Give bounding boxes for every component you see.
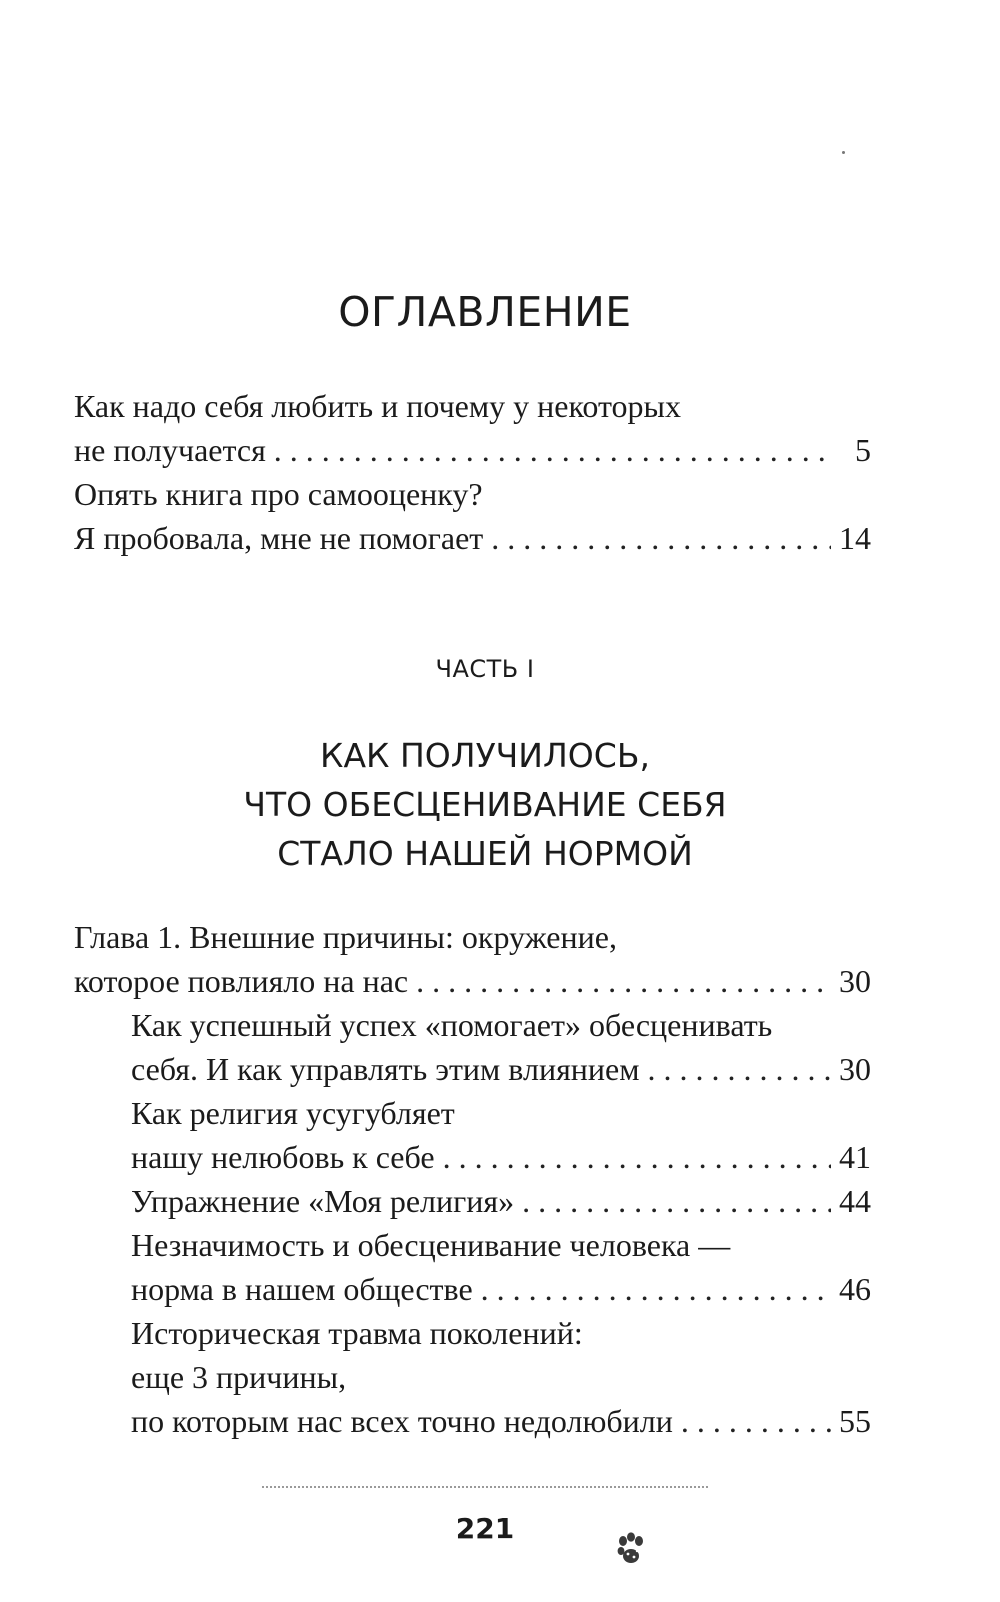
toc-entry-line: Как успешный успех «помогает» обесценивать <box>131 1007 773 1043</box>
dot-leader <box>648 1047 832 1091</box>
toc-page-number: 5 <box>855 432 871 468</box>
toc-section-entry[interactable] <box>74 1091 871 1179</box>
toc-entry-line: Глава 1. Внешние причины: окружение, <box>74 919 617 955</box>
toc-entry[interactable] <box>74 384 871 472</box>
dot-leader <box>522 1179 831 1223</box>
toc-page-number: 46 <box>839 1271 871 1307</box>
toc-page-number: 41 <box>839 1139 871 1175</box>
toc-title: ОГЛАВЛЕНИЕ <box>338 288 632 336</box>
toc-entry-text: Я пробовала, мне не помогает <box>74 520 484 556</box>
toc-entry-last-line <box>74 516 871 560</box>
toc-entry-last-line <box>131 1267 871 1311</box>
part-title <box>0 731 970 878</box>
part-title-line: КАК ПОЛУЧИЛОСЬ, <box>320 736 650 775</box>
toc-page-number: 30 <box>839 963 871 999</box>
toc-entry-line: Незначимость и обесценивание человека — <box>131 1227 731 1263</box>
toc-entry-line: Историческая травма поколений: <box>131 1315 583 1351</box>
dot-leader <box>491 516 831 560</box>
toc-chapter-list <box>74 915 871 1443</box>
toc-entry-last-line <box>131 1135 871 1179</box>
toc-entry-line: еще 3 причины, <box>131 1359 347 1395</box>
toc-page-number: 55 <box>839 1403 871 1439</box>
footer-divider <box>262 1486 708 1488</box>
toc-section-entry[interactable] <box>74 1179 871 1223</box>
toc-chapter-entry[interactable] <box>74 915 871 1003</box>
toc-page-number: 14 <box>839 520 871 556</box>
toc-entry-line: Как надо себя любить и почему у некоторых <box>74 388 681 424</box>
part-title-line: ЧТО ОБЕСЦЕНИВАНИЕ СЕБЯ <box>243 785 727 824</box>
toc-entry-text: нашу нелюбовь к себе <box>131 1139 435 1175</box>
toc-section-entry[interactable] <box>74 1223 871 1311</box>
dot-leader <box>481 1267 831 1311</box>
toc-page-number: 30 <box>839 1051 871 1087</box>
toc-section-entry[interactable] <box>74 1311 871 1443</box>
toc-entry-last-line <box>131 1399 871 1443</box>
toc-entry-text: себя. И как управлять этим влиянием <box>131 1051 640 1087</box>
toc-entry-text: по которым нас всех точно недолюбили <box>131 1403 673 1439</box>
toc-entry-last-line <box>131 1179 871 1223</box>
toc-intro-list <box>74 384 871 560</box>
paw-print-icon <box>615 1532 651 1568</box>
part-label: ЧАСТЬ I <box>435 655 535 683</box>
part-title-line: СТАЛО НАШЕЙ НОРМОЙ <box>277 834 693 873</box>
toc-section-entry[interactable] <box>74 1003 871 1091</box>
toc-entry-text: не получается <box>74 432 266 468</box>
toc-entry-text: норма в нашем обществе <box>131 1271 473 1307</box>
toc-entry-text: которое повлияло на нас <box>74 963 409 999</box>
toc-entry-last-line <box>131 1047 871 1091</box>
toc-entry-line: Как религия усугубляет <box>131 1095 455 1131</box>
dot-leader <box>416 959 831 1003</box>
toc-page-number: 44 <box>839 1183 871 1219</box>
toc-entry-line: Опять книга про самооценку? <box>74 476 483 512</box>
dot-leader <box>274 428 833 472</box>
dot-leader <box>443 1135 831 1179</box>
toc-entry-last-line <box>74 428 871 472</box>
toc-entry-last-line <box>74 959 871 1003</box>
scan-speck <box>842 151 845 154</box>
toc-entry-text: Упражнение «Моя религия» <box>131 1183 515 1219</box>
page-number: 221 <box>455 1512 515 1545</box>
toc-entry[interactable] <box>74 472 871 560</box>
dot-leader <box>681 1399 831 1443</box>
